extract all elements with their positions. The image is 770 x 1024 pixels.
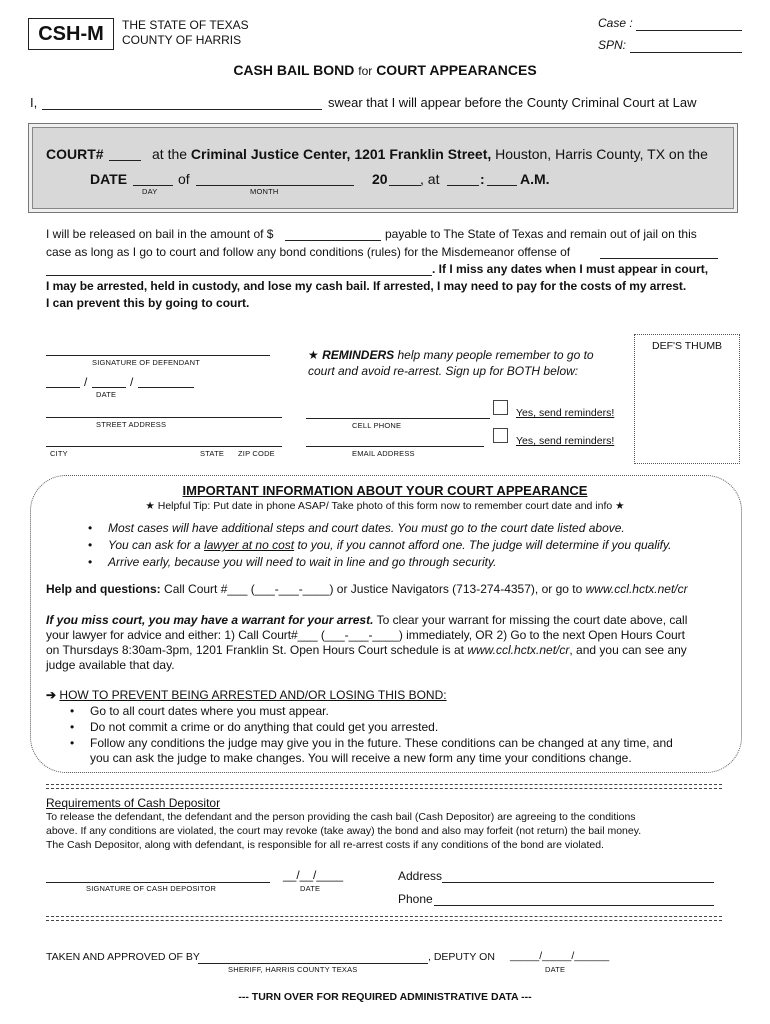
info-heading: IMPORTANT INFORMATION ABOUT YOUR COURT APPEARANCE — [182, 483, 588, 498]
footer-note: --- TURN OVER FOR REQUIRED ADMINISTRATIVE DATA --- — [238, 991, 532, 1003]
info-bullet-3: Arrive early, because you will need to wait in line and go through security. — [108, 555, 497, 569]
arrow-right-icon: ➔ — [46, 688, 57, 702]
state-caption: STATE — [200, 449, 225, 458]
release-line3: . If I miss any dates when I must appear in court, — [432, 262, 709, 276]
street-address-field[interactable] — [46, 417, 282, 418]
divider — [46, 916, 722, 921]
depositor-address-field[interactable] — [442, 882, 714, 883]
court-location: at the Criminal Justice Center, 1201 Franklin Street, Houston, Harris County, TX on the — [152, 146, 708, 162]
star-icon: ★ — [308, 348, 319, 362]
swear-text: swear that I will appear before the County Criminal Court at Law — [328, 95, 697, 110]
bail-amount-field[interactable] — [285, 240, 381, 241]
depositor-signature-field[interactable] — [46, 882, 270, 883]
of-label: of — [178, 171, 190, 187]
sheriff-signature-field[interactable] — [198, 963, 428, 964]
city-caption: CITY — [50, 449, 68, 458]
email-reminder-checkbox[interactable] — [493, 428, 508, 443]
year-field[interactable] — [389, 185, 421, 186]
prevent-item-1: Go to all court dates where you must appear. — [90, 704, 329, 718]
bullet-icon: • — [88, 538, 93, 552]
city-state-zip-field[interactable] — [46, 446, 282, 447]
email-caption: EMAIL ADDRESS — [352, 449, 415, 458]
info-tip: ★ Helpful Tip: Put date in phone ASAP/ Take photo of this form now to remember court date and info ★ — [145, 500, 625, 512]
zip-caption: ZIP CODE — [238, 449, 275, 458]
street-address-caption: STREET ADDRESS — [96, 420, 167, 429]
swear-prefix: I, — [30, 95, 38, 110]
release-line5: I can prevent this by going to court. — [46, 296, 250, 310]
defendant-date-year[interactable] — [138, 387, 194, 388]
depositor-heading: Requirements of Cash Depositor — [46, 796, 221, 810]
day-field[interactable] — [133, 185, 173, 186]
month-field[interactable] — [196, 185, 354, 186]
info-bullet-1: Most cases will have additional steps and court dates. You must go to the court date listed above. — [108, 521, 625, 535]
prevent-item-3-cont: you can ask the judge to make changes. You will receive a new form any time your conditions change. — [90, 751, 632, 765]
court-line: COURT# — [46, 146, 104, 162]
case-label: Case : — [598, 16, 633, 30]
time-colon: : — [480, 171, 485, 187]
release-line1b: payable to The State of Texas and remain out of jail on this — [385, 227, 697, 241]
depositor-phone-field[interactable] — [434, 905, 714, 906]
prevent-item-2: Do not commit a crime or do anything that could get you arrested. — [90, 720, 439, 734]
info-bullet-2: You can ask for a lawyer at no cost to you, if you cannot afford one. The judge will determine if you qualify. — [108, 538, 672, 552]
date-slash-2: / — [130, 375, 134, 389]
depositor-date-caption: DATE — [300, 884, 321, 893]
state-label: THE STATE OF TEXAS — [122, 18, 249, 32]
lawyer-link[interactable]: lawyer at no cost — [204, 538, 295, 552]
approval-date-field[interactable]: _____/_____/______ — [510, 950, 610, 962]
defendant-date-caption: DATE — [96, 390, 117, 399]
defendant-signature-field[interactable] — [46, 355, 270, 356]
help-url-link[interactable]: www.ccl.hctx.net/cr — [585, 582, 688, 596]
month-caption: MONTH — [250, 187, 279, 196]
bullet-icon: • — [70, 736, 75, 750]
court-date-box — [28, 123, 738, 213]
thumbprint-label: DEF'S THUMB — [652, 340, 723, 352]
offense-field-cont[interactable] — [46, 275, 432, 276]
spn-field[interactable] — [630, 52, 742, 53]
email-field[interactable] — [306, 446, 484, 447]
cell-reminder-checkbox[interactable] — [493, 400, 508, 415]
release-line2: case as long as I go to court and follow any bond conditions (rules) for the Misdemeanor offense of — [46, 245, 571, 259]
bullet-icon: • — [88, 555, 93, 569]
miss-court-line-4: judge available that day. — [46, 658, 175, 672]
taken-approved-label: TAKEN AND APPROVED OF BY — [46, 951, 200, 963]
spn-label: SPN: — [598, 38, 627, 52]
county-label: COUNTY OF HARRIS — [122, 33, 242, 47]
reminders-text-2: court and avoid re-arrest. Sign up for BOTH below: — [308, 364, 579, 378]
reminders-text: ★ REMINDERS help many people remember to go to — [308, 348, 594, 362]
court-number-field[interactable] — [109, 160, 141, 161]
depositor-text-2: above. If any conditions are violated, the court may revoke (take away) the bond and also may forfeit (not return) the bail money. — [46, 825, 642, 837]
sheriff-caption: SHERIFF, HARRIS COUNTY TEXAS — [228, 965, 358, 974]
defendant-date-month[interactable] — [46, 387, 80, 388]
form-title: CASH BAIL BOND for COURT APPEARANCES — [233, 62, 537, 78]
phone-label: Phone — [398, 892, 433, 906]
cell-phone-caption: CELL PHONE — [352, 421, 402, 430]
year-prefix: 20 — [372, 171, 388, 187]
depositor-text-1: To release the defendant, the defendant and the person providing the cash bail (Cash Depositor) are agreeing to the conditions — [46, 811, 636, 823]
am-label: A.M. — [520, 171, 550, 187]
miss-court-line-2: your lawyer for advice and either: 1) Call Court#___ (___-___-____) immediately, OR 2) Go to the next Open Hours Court — [46, 628, 685, 642]
form-code: CSH-M — [28, 18, 114, 50]
miss-court-line-3: on Thursdays 8:30am-3pm, 1201 Franklin St. Open Hours Court schedule is at www.ccl.hctx.net/cr, and you can see any — [46, 643, 687, 657]
divider — [46, 784, 722, 789]
case-field[interactable] — [636, 30, 742, 31]
release-line4: I may be arrested, held in custody, and lose my cash bail. If arrested, I may need to pay for the costs of my arrest. — [46, 279, 687, 293]
help-line: Help and questions: Call Court #___ (___-___-____) or Justice Navigators (713-274-4357), or go to www.ccl.hctx.net/cr — [46, 582, 688, 596]
schedule-url-link[interactable]: www.ccl.hctx.net/cr — [467, 643, 570, 657]
depositor-date-field[interactable]: __/__/____ — [283, 868, 344, 882]
depositor-text-3: The Cash Depositor, along with defendant, is responsible for all re-arrest costs if any conditions of the bond are violated. — [46, 839, 604, 851]
cell-phone-field[interactable] — [306, 418, 490, 419]
defendant-date-day[interactable] — [92, 387, 126, 388]
address-label: Address — [398, 869, 443, 883]
miss-court-line-1: If you miss court, you may have a warrant for your arrest. To clear your warrant for missing the court date above, call — [46, 613, 688, 627]
bullet-icon: • — [70, 704, 75, 718]
bullet-icon: • — [70, 720, 75, 734]
date-slash-1: / — [84, 375, 88, 389]
thumbprint-box — [634, 334, 740, 464]
prevent-heading: ➔ HOW TO PREVENT BEING ARRESTED AND/OR LOSING THIS BOND: — [46, 688, 447, 702]
defendant-signature-caption: SIGNATURE OF DEFENDANT — [92, 358, 201, 367]
defendant-name-field[interactable] — [42, 109, 322, 110]
hour-field[interactable] — [447, 185, 479, 186]
cell-reminder-label: Yes, send reminders! — [516, 407, 615, 419]
deputy-label: , DEPUTY ON — [428, 951, 495, 963]
release-line1a: I will be released on bail in the amount of $ — [46, 227, 274, 241]
approval-date-caption: DATE — [545, 965, 566, 974]
minute-field[interactable] — [487, 185, 517, 186]
at-label: , at — [420, 171, 440, 187]
offense-field[interactable] — [600, 258, 718, 259]
date-label: DATE — [90, 171, 128, 187]
depositor-signature-caption: SIGNATURE OF CASH DEPOSITOR — [86, 884, 217, 893]
email-reminder-label: Yes, send reminders! — [516, 435, 615, 447]
prevent-item-3: Follow any conditions the judge may give you in the future. These conditions can be changed at any time, and — [90, 736, 673, 750]
day-caption: DAY — [142, 187, 158, 196]
bullet-icon: • — [88, 521, 93, 535]
